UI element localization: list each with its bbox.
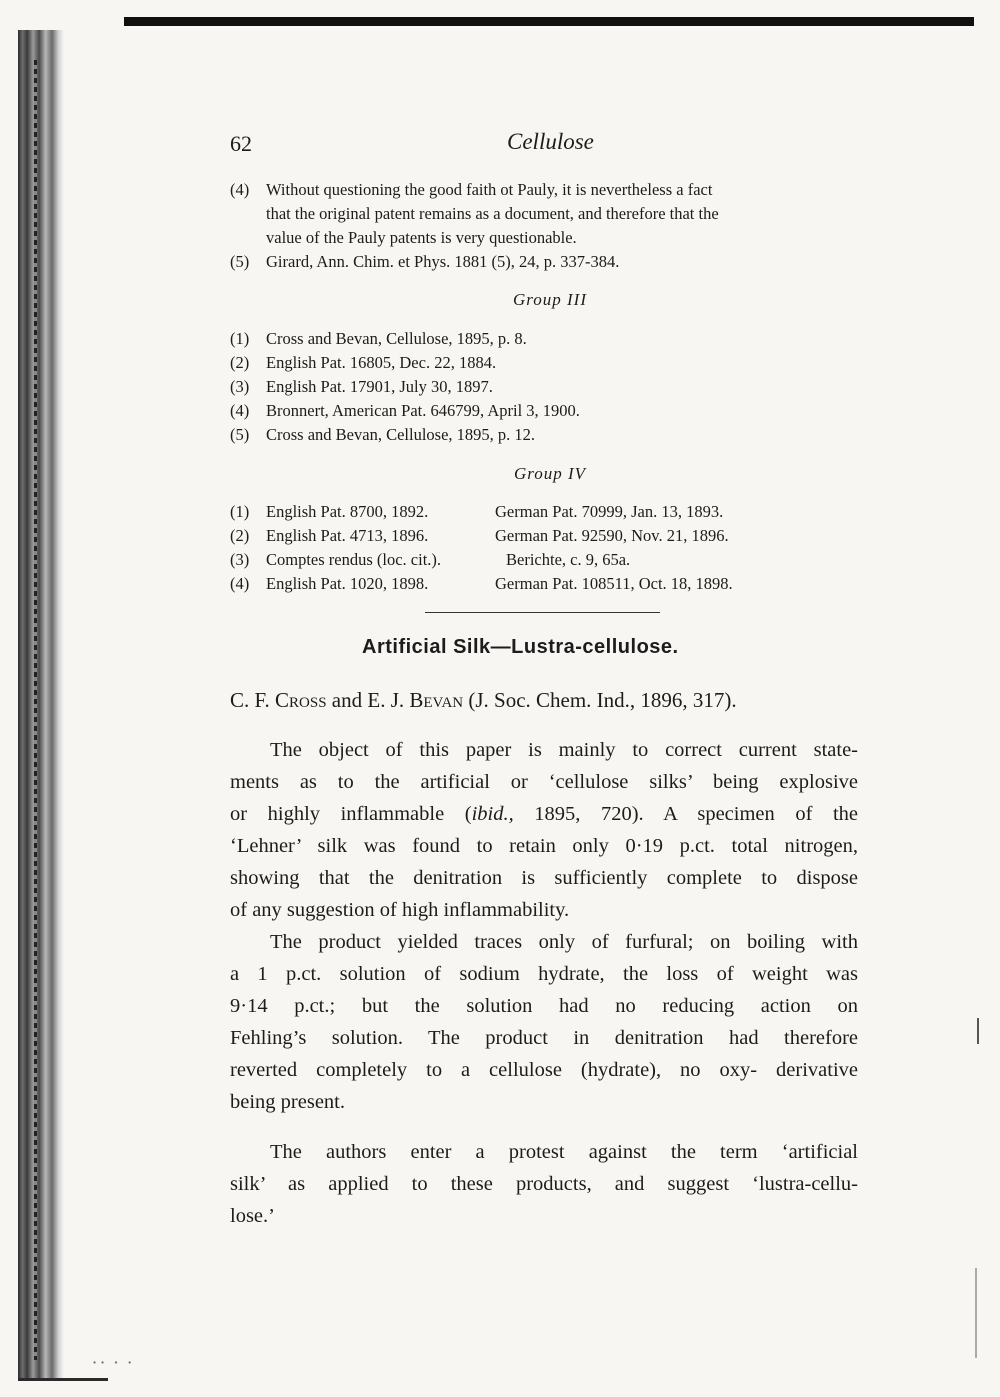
note-text-english: English Pat. 1020, 1898.: [266, 574, 429, 593]
group-iv-notes: [230, 500, 870, 596]
note-text: Girard, Ann. Chim. et Phys. 1881 (5), 24, p. 337-384.: [266, 252, 620, 271]
right-edge-mark: [975, 1268, 977, 1358]
note-text-german: German Pat. 92590, Nov. 21, 1896.: [495, 526, 729, 545]
paragraph-3: [230, 1136, 858, 1232]
text-run: 1895, 720). A specimen of the: [513, 803, 858, 825]
paragraph-1: [230, 734, 858, 926]
paragraph-line: a 1 p.ct. solution of sodium hydrate, the loss of weight was: [230, 963, 858, 985]
paragraph-line: reverted completely to a cellulose (hydrate), no oxy- derivative: [230, 1059, 858, 1081]
note-text: English Pat. 16805, Dec. 22, 1884.: [266, 353, 497, 372]
paragraph-line: lose.’: [230, 1205, 275, 1227]
paragraph-line: silk’ as applied to these products, and suggest ‘lustra-cellu-: [230, 1173, 858, 1195]
note-number: (4): [230, 574, 250, 593]
paragraph-line: Fehling’s solution. The product in denitration had therefore: [230, 1027, 858, 1049]
paragraph-2: [230, 926, 858, 1118]
paragraph-line: The product yielded traces only of furfural; on boiling with: [270, 931, 858, 953]
book-spine-shadow: [18, 30, 64, 1380]
top-edge-rule: [124, 17, 974, 26]
note-line: [230, 500, 870, 524]
group-iii-notes: [230, 327, 870, 447]
group-iii-heading: Group III: [513, 290, 587, 309]
italic-ibid: ibid.,: [471, 803, 514, 825]
note-text-english: English Pat. 8700, 1892.: [266, 502, 429, 521]
note-number: (1): [230, 502, 250, 521]
running-title: Cellulose: [507, 129, 594, 154]
paragraph-line: 9·14 p.ct.; but the solution had no reducing action on: [230, 995, 858, 1017]
scan-speckle: ∙∙ ∙ ∙: [92, 1358, 136, 1367]
section-divider: [425, 612, 660, 613]
paragraph-line: [230, 798, 858, 830]
byline-citation: (J. Soc. Chem. Ind., 1896, 317).: [463, 688, 737, 712]
note-number: (3): [230, 377, 250, 396]
note-text-english: English Pat. 4713, 1896.: [266, 526, 429, 545]
note-line: [230, 250, 870, 274]
note-number: (4): [230, 180, 250, 199]
spine-foot-shadow: [18, 1378, 108, 1381]
note-number: (2): [230, 353, 250, 372]
note-text-german: German Pat. 108511, Oct. 18, 1898.: [495, 574, 733, 593]
right-edge-mark: [977, 1018, 979, 1044]
paragraph-line: ‘Lehner’ silk was found to retain only 0·19 p.ct. total nitrogen,: [230, 835, 858, 857]
notes-continued: [230, 178, 870, 274]
note-number: (1): [230, 329, 250, 348]
note-line: [230, 572, 870, 596]
note-text-comptes: Comptes rendus (loc. cit.).: [266, 550, 442, 569]
note-text: Bronnert, American Pat. 646799, April 3, 1900.: [266, 401, 580, 420]
note-line: [230, 399, 870, 423]
article-title: Artificial Silk—Lustra-cellulose.: [362, 636, 679, 658]
paragraph-line: being present.: [230, 1091, 345, 1113]
note-number: (4): [230, 401, 250, 420]
note-text: Without questioning the good faith ot Pauly, it is nevertheless a fact: [266, 180, 713, 199]
paragraph-line: The authors enter a protest against the term ‘artificial: [270, 1141, 858, 1163]
note-text: Cross and Bevan, Cellulose, 1895, p. 12.: [266, 425, 536, 444]
paragraph-line: The object of this paper is mainly to correct current state-: [270, 739, 858, 761]
paragraph-line: showing that the denitration is sufficiently complete to dispose: [230, 867, 858, 889]
note-line: [230, 351, 870, 375]
note-line: [230, 375, 870, 399]
note-text: Cross and Bevan, Cellulose, 1895, p. 8.: [266, 329, 527, 348]
note-line: that the original patent remains as a document, and therefore that the: [266, 204, 719, 223]
author-b-name: Bevan: [409, 688, 464, 712]
note-number: (5): [230, 425, 250, 444]
note-text-berichte: Berichte, c. 9, 65a.: [506, 550, 631, 569]
group-iv-heading: Group IV: [513, 464, 587, 483]
note-line: [230, 548, 870, 572]
paragraph-line: of any suggestion of high inflammability.: [230, 899, 570, 921]
paragraph-line: ments as to the artificial or ‘cellulose silks’ being explosive: [230, 771, 858, 793]
note-line: [230, 327, 870, 351]
note-line: [230, 524, 870, 548]
note-line: [230, 178, 870, 202]
byline-joiner: and E. J.: [326, 688, 410, 712]
note-line: [230, 423, 870, 447]
author-a-initials: C. F.: [230, 688, 276, 712]
text-run: or highly inflammable (: [230, 803, 472, 825]
note-line: value of the Pauly patents is very questionable.: [266, 228, 577, 247]
note-number: (5): [230, 252, 250, 271]
author-a-name: Cross: [275, 688, 327, 712]
note-number: (2): [230, 526, 250, 545]
note-number: (3): [230, 550, 250, 569]
page-number: 62: [230, 131, 252, 156]
article-byline: [230, 688, 737, 713]
spine-binding-texture: [34, 60, 37, 1360]
note-text-german: German Pat. 70999, Jan. 13, 1893.: [495, 502, 724, 521]
note-text: English Pat. 17901, July 30, 1897.: [266, 377, 493, 396]
